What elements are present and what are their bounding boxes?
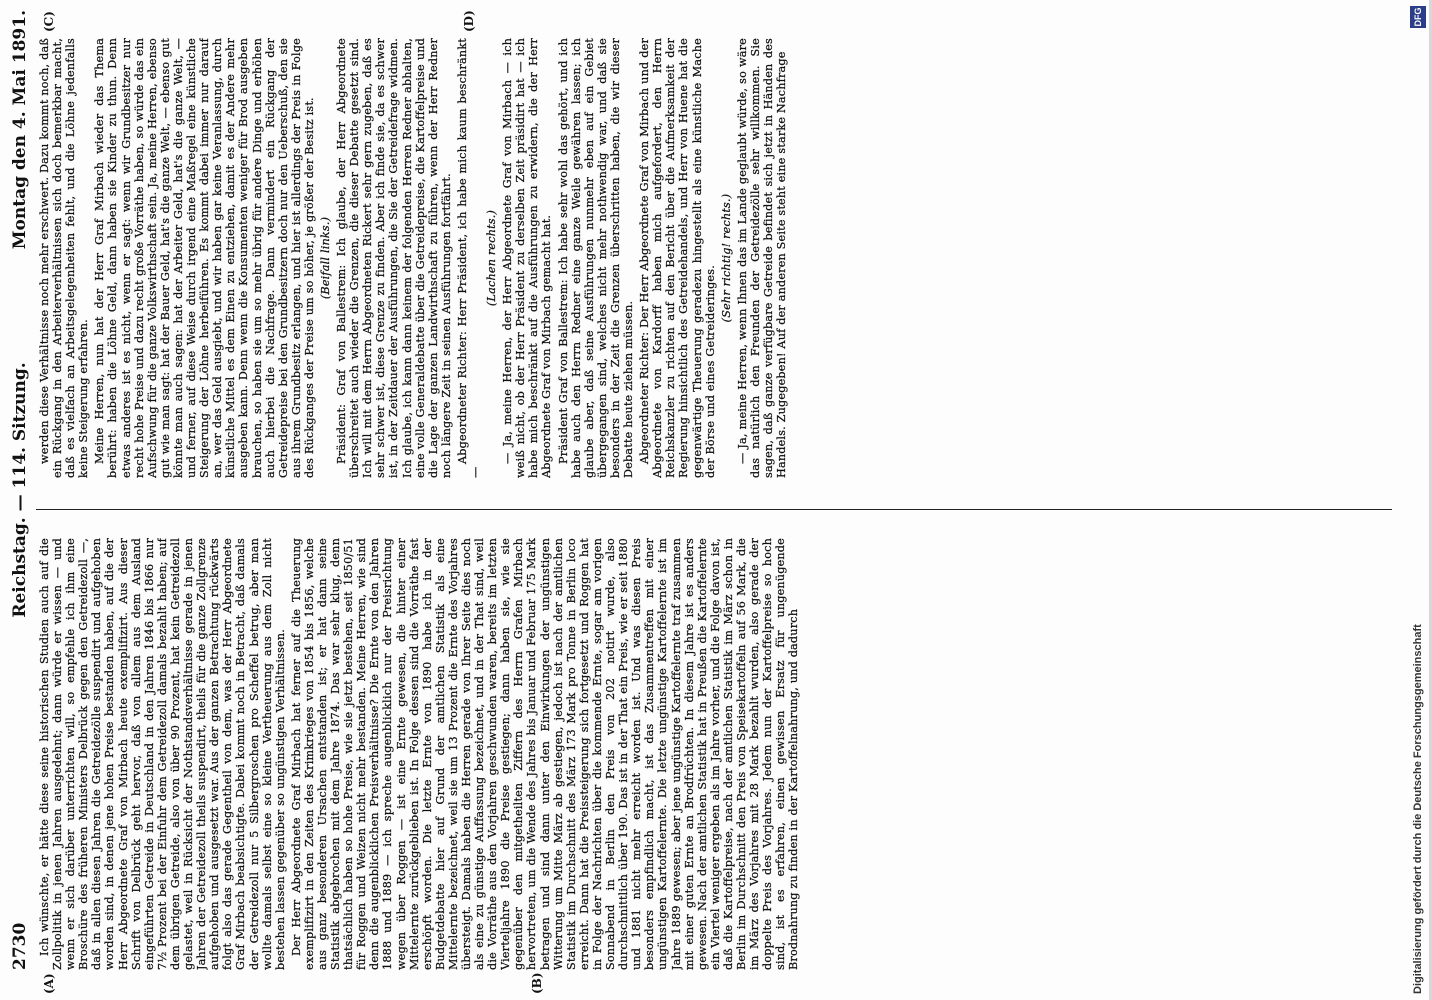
page-header — [10, 10, 34, 970]
left-column — [38, 538, 1432, 970]
paragraph: werden diese Verhältnisse noch mehr erschwert. Dazu kommt noch, daß ein Rückgang in den Arbeiterverhältnissen sich doch bemerkbar macht, daß es vielfach an Arbeitsgelegenheiten fehlt, und die Löhne jedenfalls keine Steigerung erfahren. — [38, 38, 91, 478]
paragraph: Ich wünschte, er hätte diese seine historischen Studien auch auf die Zollpolitik in jenen Jahren ausgedehnt; dann würde er wissen — und wenn er sich darüber unterrichten will, so empfehle ich ihm eine Broschüre des früheren Ministers Delbrück gegen den Getreidezoll —, daß in allen diesen Jahren die Getreidezölle suspendirt und aufgehoben worden sind, in denen jene hohen Preise bestanden haben, auf die der Herr Abgeordnete Graf von Mirbach heute exemplifizirt. Aus dieser Schrift von Delbrück geht hervor, daß von allem aus dem Ausland eingeführten Getreide in Deutschland in den Jahren 1846 bis 1866 nur 7½ Prozent bei der Einfuhr dem Getreidezoll damals bezahlt haben; auf dem übrigen Getreide, also von über 90 Prozent, hat kein Getreidezoll gelastet, weil in Rücksicht der Nothstandsverhältnisse gerade in jenen Jahren der Getreidezoll theils suspendirt, theils für die ganze Zollgrenze aufgehoben und ausgesetzt war. Aus der ganzen Betrachtung rückwärts folgt also das gerade Gegentheil von dem, was der Herr Abgeordnete Graf Mirbach beabsichtigte. Dabei kommt noch in Betracht, daß damals der Getreidezoll nur 5 Silbergroschen pro Scheffel betrug, aber man wollte damals selbst eine so kleine Vertheuerung aus dem Zoll nicht bestehen lassen gegenüber so ungünstigen Verhältnissen. — [38, 538, 287, 970]
paragraph: Der Herr Abgeordnete Graf Mirbach hat ferner auf die Theuerung exemplifizirt in den Zeiten des Krimkrieges von 1854 bis 1856, welche aus ganz besonderen Ursachen entstanden ist; er hat dann seine Statistik abgebrochen mit dem Jahre 1874. Das war sehr klug, denn thatsächlich haben so hohe Preise, wie sie jetzt bestehen, seit 1850/51 für Roggen und Weizen nicht mehr bestanden. Meine Herren, wie sind denn die augenblicklichen Preisverhältnisse? Die Ernte von den Jahren 1888 und 1889 — ich spreche augenblicklich nur der Preisrichtung wegen über Roggen — ist eine Ernte gewesen, die hinter einer Mittelernte zurückgeblieben ist. In Folge dessen sind die Vorräthe fast erschöpft worden. Die letzte Ernte von 1890 habe ich in der Budgetdebatte hier auf Grund der amtlichen Statistik als eine Mittelernte bezeichnet, weil sie um 13 Prozent die Ernte des Vorjahres übersteigt. Damals haben die Herren gerade von Ihrer Seite dies noch als eine zu günstige Auffassung bezeichnet, und in der That sind, weil die Vorräthe aus den Vorjahren geschwunden waren, bereits im letzten Vierteljahre 1890 die Preise gestiegen; dann haben sie, wie sie gegenüber den mitgetheilten Ziffern des Herrn Grafen Mirbach hervortreten, um die Wende des Jahres bis Januar und Februar 175 Mark betragen und sind dann unter den Einwirkungen der ungünstigen Witterung um Mitte März ab gestiegen, jedoch ist nach der amtlichen Statistik im Durchschnitt des März 173 Mark pro Tonne in Berlin loco erreicht. Dann hat die Preissteigerung sich fortgesetzt und Roggen hat in Folge der Nachrichten über die kommende Ernte, sogar am vorigen Sonnabend in Berlin den Preis von 202 notirt wurde, also durchschnittlich über 190. Das ist in der That ein Preis, wie er seit 1880 und 1881 nicht mehr erreicht worden ist. Und was diesen Preis besonders empfindlich macht, ist das Zusammentreffen mit einer ungünstigen Kartoffelernte. Die letzte ungünstige Kartoffelernte ist im Jahre 1889 gewesen; aber jene ungünstige Kartoffelernte traf zusammen mit einer guten Ernte an Brodfrüchten. In diesem Jahre ist es anders gewesen. Nach der amtlichen Statistik hat in Preußen die Kartoffelernte ein Viertel weniger ergeben als im Jahre vorher, und die Folge davon ist, daß die Kartoffelpreise, nach der amtlichen Statistik im März schon in Berlin im Durchschnitt den Preis von Speisekartoffeln auf 56 Mark, die im März des Vorjahres mit 28 Mark bezahlt wurden, also gerade der doppelte Preis des Vorjahres. Jedem nun der Kartoffelpreise so hoch sind, ist es erfahren, einen gewissen Ersatz für ungenügende Brodnahrung zu finden in der Kartoffelnahrung, und dadurch — [289, 538, 801, 970]
page-number: 2730 — [10, 922, 30, 970]
margin-mark-c: (C) — [42, 11, 56, 32]
column-divider — [36, 509, 1392, 510]
paragraph: Abgeordneter Richter: Herr Präsident, ich habe mich kaum beschränkt — — [455, 38, 482, 478]
stage-direction: (Lachen rechts.) — [485, 209, 499, 307]
page-footer — [1408, 0, 1430, 1000]
paragraph: — Ja, meine Herren, der Herr Abgeordnete Graf von Mirbach — ich weiß nicht, ob der Herr Präsident zu derselben Zeit präsidirt hat — ich habe mich beschränkt auf die Ausführungen zu erwidern, die der Herr Abgeordnete Graf von Mirbach gemacht hat. — [501, 38, 554, 478]
paragraph: Präsident: Graf von Ballestrem: Ich glaube, der Herr Abgeordnete überschreitet auch wieder die Grenzen, die dieser Debatte gesetzt sind. Ich will mit dem Herrn Abgeordneten Rickert sehr gern zugeben, daß es sehr schwer ist, diese Grenze zu finden. Aber ich finde sie, da es schwer ist, in der Zeitdauer der Ausführungen, die Sie der Getreidefrage widmen. Ich glaube, ich kann dann keinem der folgenden Herren Redner abhalten, eine volle Generaldebatte über die Getreidepreise, die Kartoffelpreise und die Lage der ganzen Landwirthschaft zu führen, wenn der Herr Redner noch längere Zeit in seinen Ausführungen fortfährt. — [335, 38, 453, 478]
dfg-logo: DFG — [1410, 6, 1426, 28]
margin-mark-a: (A) — [42, 973, 56, 994]
session-date: Montag den 4. Mai 1891. — [10, 10, 30, 250]
right-column — [38, 38, 1432, 478]
paragraph: Präsident Graf von Ballestrem: Ich habe sehr wohl das gehört, und ich habe auch den Herrn Redner eine ganze Weile gewähren lassen; ich glaube aber, daß seine Ausführungen nunmehr eben auf ein Gebiet übergegangen sind, welches nicht mehr nothwendig war, und daß sie besonders in der Zeit die Grenzen überschritten haben, die wir dieser Debatte heute ziehen müssen. — [556, 38, 636, 478]
digitization-credit: Digitalisierung gefördert durch die Deutsche Forschungsgemeinschaft — [1412, 624, 1424, 994]
paragraph: — Ja, meine Herren, wenn Ihnen das im Lande geglaubt würde, so wäre das natürlich den Freunden der Getreidezölle sehr willkommen. Sie sagen, daß ganze verfügbare Getreide befindet sich jetzt in Händen des Handels. Zugegeben! Auf der anderen Seite steht eine starke Nachfrage — [735, 38, 789, 478]
stage-direction: (Sehr richtig! rechts.) — [719, 193, 733, 323]
margin-mark-d: (D) — [462, 10, 476, 32]
stage-direction: (Beifall links.) — [318, 216, 332, 300]
paragraph: Meine Herren, nun hat der Herr Graf Mirbach wieder das Thema berührt: haben die Löhne Geld, dann haben sie Kinder zu thun. Denn etwas anderes ist es nicht, wenn er sagt: wenn wir Grundbesitzer nur recht hohe Preise und dazu recht große Vorräthe haben, so würde das ein Aufschwung für die ganze Volkswirthschaft sein. Ja, meine Herren, ebenso gut wie man sagt: hat der Bauer Geld, hat's die ganze Welt, — ebenso gut könnte man auch sagen: hat der Arbeiter Geld, hat's die ganze Welt, — und ferner, auf diese Weise durch irgend eine Maßregel eine künstliche Steigerung der Löhne herbeiführen. Es kommt dabei immer nur darauf an, wer das Geld ausgiebt, und wir haben gar keine Veranlassung, durch künstliche Mittel es dem Einen zu entziehen, damit es der Andere mehr ausgeben kann. Denn wenn die Konsumenten weniger für Brod ausgeben brauchen, so haben sie um so mehr übrig für andere Dinge und erhöhen auch hierbei die Nachfrage. Dann vermindert ein Rückgang der Getreidepreise bei den Grundbesitzern doch nur den Ueberschuß, den sie aus ihrem Grundbesitz erlangen, und hier ist allerdings der Preis in Folge des Rückganges der Preise um so höher, je größer der Besitz ist. — [93, 38, 316, 478]
page-title: Reichstag. — 114. Sitzung. — [10, 362, 30, 618]
paragraph: Abgeordneter Richter: Der Herr Abgeordnete Graf von Mirbach und der Abgeordnete von Kardorff haben mich aufgefordert, den Herrn Reichskanzler zu richten auf den Bericht über die Aufmerksamkeit der Regierung hinsichtlich des Getreidehandels, und Herr von Huene hat die gegenwärtige Theuerung geradezu hingestellt als eine künstliche Mache der Börse und eines Getreideringes. — [638, 38, 717, 478]
margin-mark-b: (B) — [530, 972, 544, 994]
